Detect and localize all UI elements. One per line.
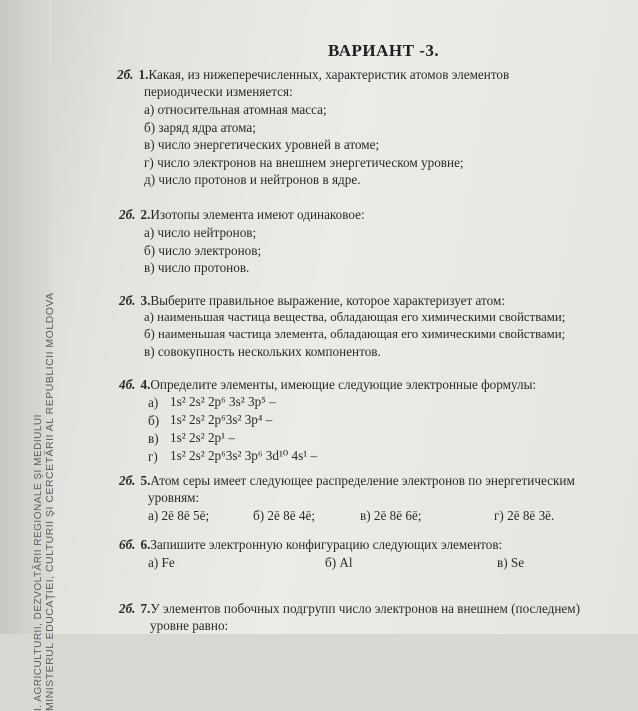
question-4-points: 4б. bbox=[119, 377, 136, 392]
question-7-number: 7. bbox=[140, 601, 151, 616]
question-6-points: 6б. bbox=[119, 537, 136, 552]
question-6-text: Запишите электронную конфигурацию следующих элементов: bbox=[150, 537, 503, 552]
question-7-text-cont: уровне равно: bbox=[150, 618, 229, 633]
question-2-number: 2. bbox=[140, 207, 151, 222]
question-4-label-a: а) bbox=[148, 395, 159, 410]
question-5-option-a: а) 2ē 8ē 5ē; bbox=[148, 508, 210, 523]
question-3-option-c: в) совокупность нескольких компонентов. bbox=[144, 344, 381, 359]
question-3-points: 2б. bbox=[119, 293, 136, 308]
question-7 bbox=[119, 601, 580, 617]
question-7-text: У элементов побочных подгрупп число электронов на внешнем (последнем) bbox=[150, 601, 580, 616]
question-4-formula-b: 1s² 2s² 2p⁶3s² 3p⁴ – bbox=[170, 412, 273, 427]
question-1-option-b: б) заряд ядра атома; bbox=[144, 120, 256, 135]
question-3-text: Выберите правильное выражение, которое характеризует атом: bbox=[150, 293, 505, 308]
question-2 bbox=[119, 207, 365, 223]
question-1-text: Какая, из нижеперечисленных, характеристик атомов элементов bbox=[148, 67, 510, 82]
ministry-stamp-line1: MINISTERUL EDUCAŢIEI, CULTURII ŞI CERCETĂRII AL REPUBLICII MOLDOVA bbox=[44, 292, 56, 711]
question-5-text: Атом серы имеет следующее распределение электронов по энергетическим bbox=[150, 473, 575, 488]
question-2-option-a: а) число нейтронов; bbox=[144, 225, 257, 240]
question-3-option-a: а) наименьшая частица вещества, обладающая его химическими свойствами; bbox=[144, 310, 566, 324]
question-1-number: 1. bbox=[138, 67, 149, 82]
question-3-option-b: б) наименьшая частица элемента, обладающая его химическими свойствами; bbox=[144, 327, 566, 341]
question-5-points: 2б. bbox=[119, 473, 136, 488]
question-2-points: 2б. bbox=[119, 207, 136, 222]
question-6-element-c: в) Se bbox=[497, 555, 525, 570]
question-4-label-b: б) bbox=[148, 413, 160, 428]
question-7-points: 2б. bbox=[119, 601, 136, 616]
question-6-number: 6. bbox=[140, 537, 151, 552]
question-4-formula-c: 1s² 2s² 2p¹ – bbox=[170, 430, 235, 445]
question-5-number: 5. bbox=[140, 473, 151, 488]
question-4-number: 4. bbox=[140, 377, 151, 392]
question-4 bbox=[119, 377, 536, 393]
question-6-element-b: б) Al bbox=[325, 555, 353, 570]
ministry-stamp-line2: I. AGRICULTURII, DEZVOLTĂRII REGIONALE ŞI MEDIULUI bbox=[33, 414, 44, 711]
question-4-text: Определите элементы, имеющие следующие электронные формулы: bbox=[150, 377, 537, 392]
question-1-option-c: в) число энергетических уровней в атоме; bbox=[144, 137, 380, 152]
question-4-label-c: в) bbox=[148, 431, 159, 446]
question-1-option-d: г) число электронов на внешнем энергетическом уровне; bbox=[144, 155, 464, 170]
question-1-points: 2б. bbox=[117, 67, 134, 82]
question-4-formula-a: 1s² 2s² 2p⁶ 3s² 3p⁵ – bbox=[170, 394, 276, 409]
question-1-option-a: а) относительная атомная масса; bbox=[144, 102, 327, 117]
question-3 bbox=[119, 293, 505, 309]
question-3-number: 3. bbox=[140, 293, 151, 308]
question-2-text: Изотопы элемента имеют одинаковое: bbox=[150, 207, 365, 222]
variant-title: ВАРИАНТ -3. bbox=[328, 41, 440, 60]
question-5-option-c: в) 2ē 8ē 6ē; bbox=[360, 508, 422, 523]
question-1 bbox=[117, 67, 509, 83]
question-5 bbox=[119, 473, 575, 489]
question-1-text-cont: периодически изменяется: bbox=[144, 84, 293, 99]
question-6-element-a: а) Fe bbox=[148, 555, 175, 570]
question-4-label-d: г) bbox=[148, 449, 158, 464]
question-5-option-d: г) 2ē 8ē 3ē. bbox=[494, 508, 555, 523]
question-6 bbox=[119, 537, 502, 553]
question-5-text-cont: уровням: bbox=[148, 490, 200, 505]
question-1-option-e: д) число протонов и нейтронов в ядре. bbox=[144, 172, 361, 187]
question-5-option-b: б) 2ē 8ē 4ē; bbox=[253, 508, 315, 523]
question-4-formula-d: 1s² 2s² 2p⁶3s² 3p⁶ 3d¹⁰ 4s¹ – bbox=[170, 448, 318, 463]
question-2-option-b: б) число электронов; bbox=[144, 243, 262, 258]
question-2-option-c: в) число протонов. bbox=[144, 260, 250, 275]
